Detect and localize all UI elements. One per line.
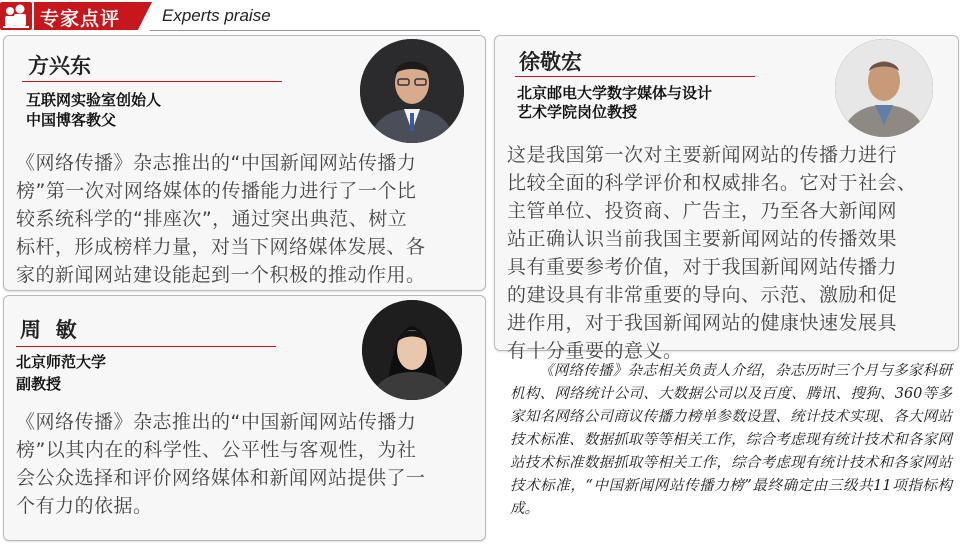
name-underline <box>22 81 282 82</box>
quote-line: 《网络传播》杂志推出的“中国新闻网站传播力 <box>16 152 417 174</box>
expert-name: 周 敏 <box>20 318 77 342</box>
expert-card-fang <box>3 35 486 291</box>
quote-line: 榜”以其内在的科学性、公平性与客观性，为社 <box>16 439 417 461</box>
expert-card-xu <box>494 35 959 362</box>
name-underline <box>515 76 755 77</box>
expert-card-zhou <box>3 295 486 541</box>
quote-line: 《网络传播》杂志推出的“中国新闻网站传播力 <box>16 411 417 433</box>
expert-quote <box>16 149 426 289</box>
editor-note: 《网络传播》杂志相关负责人介绍，杂志历时三个月与多家科研机构、网络统计公司、大数据公司以及百度、腾讯、搜狗、360等多家知名网络公司商议传播力榜单参数设置、统计技术实现、各大网站技术标准、数据抓取等等相关工作，综合考虑现有统计技术和各家网站技术标准数据抓取等相关工作，综合考虑现有统计技术和各家网站技术标准，“中国新闻网站传播力榜”最终确定由三级共11项指标构成。 <box>510 363 952 517</box>
quote-line: 会公众选择和评价网络媒体和新闻网站提供了一 <box>16 467 426 489</box>
expert-title: 艺术学院岗位教授 <box>517 103 638 121</box>
header-divider <box>150 30 480 31</box>
quote-line: 有十分重要的意义。 <box>507 340 683 362</box>
expert-title: 副教授 <box>16 375 62 393</box>
name-underline <box>16 346 276 347</box>
expert-title: 北京师范大学 <box>16 353 107 371</box>
quote-line: 家的新闻网站建设能起到一个积极的推动作用。 <box>16 264 426 286</box>
quote-line: 较系统科学的“排座次”，通过突出典范、树立 <box>16 208 408 230</box>
expert-photo <box>360 39 464 143</box>
quote-line: 这是我国第一次对主要新闻网站的传播力进行 <box>507 144 898 166</box>
section-subtitle: Experts praise <box>162 6 271 25</box>
expert-title: 北京邮电大学数字媒体与设计 <box>517 84 713 102</box>
quote-line: 个有力的依据。 <box>16 495 153 517</box>
expert-name: 徐敬宏 <box>519 50 582 74</box>
expert-title: 中国博客教父 <box>26 111 117 129</box>
quote-line: 标杆，形成榜样力量，对当下网络媒体发展、各 <box>16 236 426 258</box>
section-title: 专家点评 <box>40 8 121 30</box>
quote-line: 具有重要参考价值，对于我国新闻网站传播力 <box>507 256 898 278</box>
section-header <box>0 0 960 36</box>
people-icon <box>0 2 32 30</box>
quote-line: 站正确认识当前我国主要新闻网站的传播效果 <box>507 228 898 250</box>
quote-line: 进作用，对于我国新闻网站的健康快速发展具 <box>507 312 898 334</box>
quote-line: 主管单位、投资商、广告主，乃至各大新闻网 <box>507 200 898 222</box>
quote-line: 比较全面的科学评价和权威排名。它对于社会、 <box>507 172 917 194</box>
expert-quote <box>507 141 917 365</box>
expert-photo <box>835 39 933 137</box>
expert-quote <box>16 408 426 520</box>
expert-title: 互联网实验室创始人 <box>26 91 162 109</box>
expert-photo <box>362 300 462 400</box>
expert-name: 方兴东 <box>28 54 91 78</box>
quote-line: 榜”第一次对网络媒体的传播能力进行了一个比 <box>16 180 417 202</box>
quote-line: 的建设具有非常重要的导向、示范、激励和促 <box>507 284 898 306</box>
